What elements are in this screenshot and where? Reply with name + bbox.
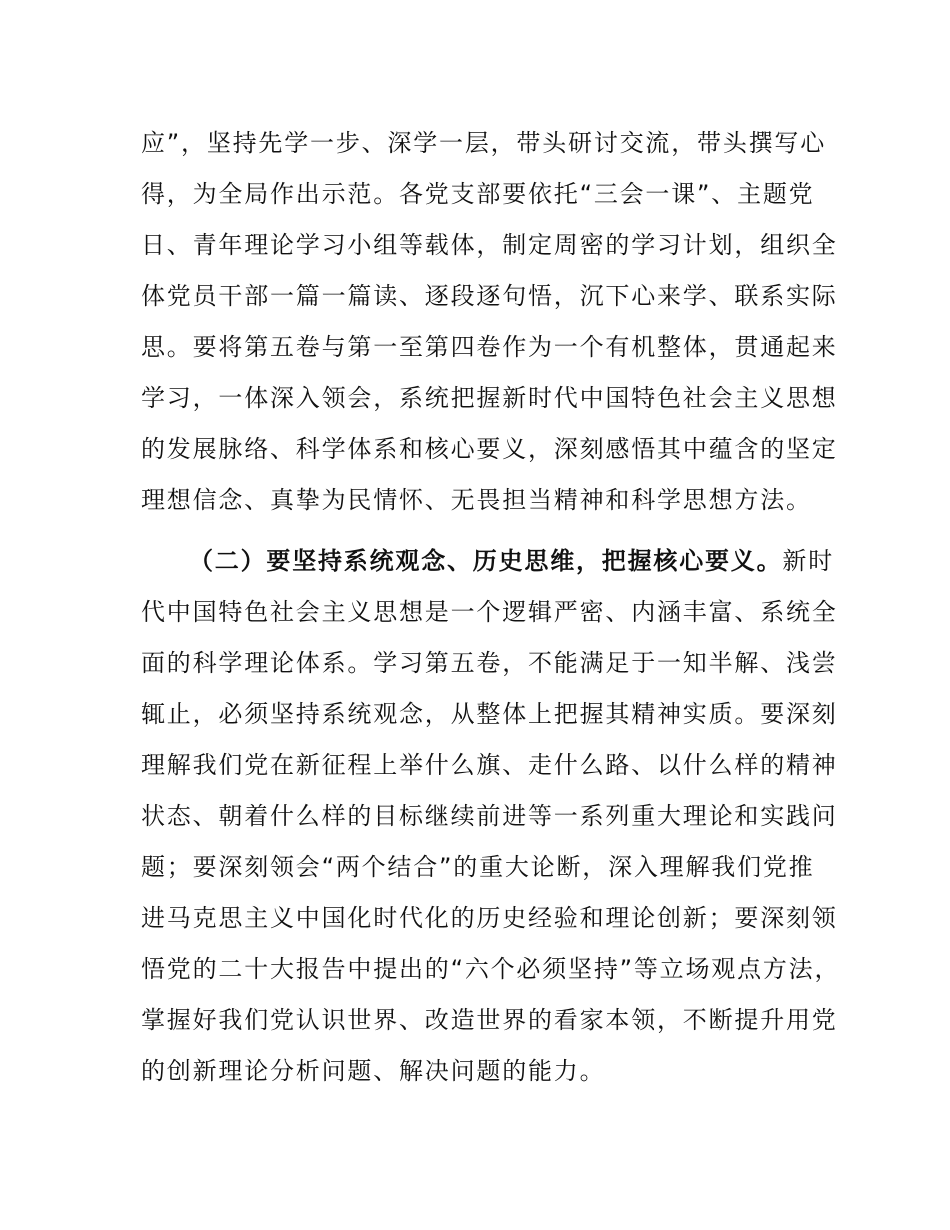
paragraph-1 [141, 118, 838, 526]
text-run: 新时 [782, 547, 835, 575]
text-line: 面的科学理论体系。学习第五卷，不能满足于一知半解、浅尝 [141, 649, 838, 677]
text-line: 日、青年理论学习小组等载体，制定周密的学习计划，组织全 [141, 231, 838, 259]
text-line: 得，为全局作出示范。各党支部要依托“三会一课”、主题党 [141, 180, 815, 208]
text-line: 学习，一体深入领会，系统把握新时代中国特色社会主义思想 [141, 384, 838, 412]
text-line: 思。要将第五卷与第一至第四卷作为一个有机整体，贯通起来 [141, 333, 838, 361]
text-line: 辄止，必须坚持系统观念，从整体上把握其精神实质。要深刻 [141, 700, 838, 728]
document-page [141, 118, 841, 1097]
text-line: 的发展脉络、科学体系和核心要义，深刻感悟其中蕴含的坚定 [141, 435, 838, 463]
text-line: 状态、朝着什么样的目标继续前进等一系列重大理论和实践问 [141, 802, 838, 830]
text-line [141, 536, 835, 587]
text-line: 理想信念、真挚为民情怀、无畏担当精神和科学思想方法。 [141, 486, 812, 514]
text-line: 题；要深刻领会“两个结合”的重大论断，深入理解我们党推 [141, 853, 815, 881]
text-line: 应”，坚持先学一步、深学一层，带头研讨交流，带头撰写心 [141, 129, 827, 157]
text-line: 进马克思主义中国化时代化的历史经验和理论创新；要深刻领 [141, 904, 838, 932]
text-line: 代中国特色社会主义思想是一个逻辑严密、内涵丰富、系统全 [141, 598, 838, 626]
text-line: 的创新理论分析问题、解决问题的能力。 [141, 1057, 606, 1085]
text-line: 理解我们党在新征程上举什么旗、走什么路、以什么样的精神 [141, 751, 838, 779]
paragraph-2 [141, 536, 841, 1097]
section-heading: （二）要坚持系统观念、历史思维，把握核心要义。 [189, 547, 783, 575]
text-line: 掌握好我们党认识世界、改造世界的看家本领，不断提升用党 [141, 1006, 838, 1034]
text-line: 体党员干部一篇一篇读、逐段逐句悟，沉下心来学、联系实际 [141, 282, 838, 310]
text-line: 悟党的二十大报告中提出的“六个必须坚持”等立场观点方法， [141, 955, 841, 983]
